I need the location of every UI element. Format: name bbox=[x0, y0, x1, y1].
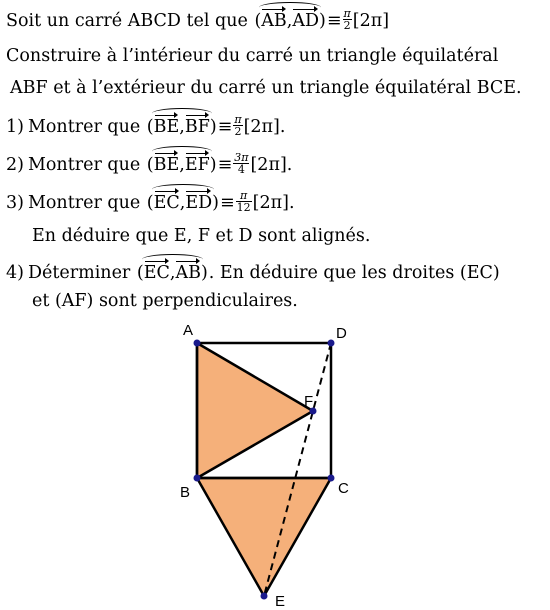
vector-bf: BF bbox=[185, 113, 210, 139]
label-a: A bbox=[183, 322, 194, 339]
vector-ab: AB bbox=[261, 7, 287, 33]
question-number: 4) bbox=[6, 263, 24, 283]
vector-ab: AB bbox=[175, 259, 201, 285]
question-number: 3) bbox=[6, 193, 24, 213]
vector-be: BE bbox=[154, 113, 180, 139]
suffix: . bbox=[279, 117, 286, 137]
equiv-sign: ≡ bbox=[220, 193, 235, 213]
dashed-line-ed bbox=[264, 343, 331, 596]
fraction: $\frac{\pi}{2}$ bbox=[234, 113, 242, 138]
vector-ec: EC bbox=[144, 259, 170, 285]
vector-ad: AD bbox=[292, 7, 319, 33]
point-c bbox=[328, 475, 335, 482]
construction-line-1: Construire à l’intérieur du carré un triangle équilatéral bbox=[6, 46, 499, 66]
label-b: B bbox=[180, 484, 191, 501]
suffix: . bbox=[286, 155, 293, 175]
point-a bbox=[194, 340, 201, 347]
angle-be-bf: (BE,BF) bbox=[146, 113, 218, 139]
question-text: Déterminer bbox=[27, 263, 136, 283]
intro-text: Soit un carré ABCD tel que bbox=[6, 11, 254, 31]
label-d: D bbox=[336, 325, 347, 342]
point-d bbox=[328, 340, 335, 347]
question-text-after: . En déduire que les droites (EC) bbox=[208, 263, 500, 283]
angle-ab-ad: (AB,AD) bbox=[253, 7, 326, 33]
angle-be-ef: (BE,EF) bbox=[146, 151, 218, 177]
label-f: F bbox=[304, 393, 314, 410]
question-text: Montrer que bbox=[27, 117, 146, 137]
vector-ef: EF bbox=[185, 151, 210, 177]
question-text: Montrer que bbox=[27, 155, 146, 175]
angle-ec-ab: (EC,AB) bbox=[136, 259, 209, 285]
question-text: Montrer que bbox=[27, 193, 146, 213]
equiv-sign: ≡ bbox=[217, 117, 233, 137]
label-e: E bbox=[275, 593, 286, 610]
point-b bbox=[194, 475, 201, 482]
question-4-followup: et (AF) sont perpendiculaires. bbox=[32, 291, 298, 311]
modulo: [2π] bbox=[243, 117, 280, 137]
vector-be: BE bbox=[154, 151, 180, 177]
equiv-sign: ≡ bbox=[217, 155, 233, 175]
question-number: 1) bbox=[6, 117, 24, 137]
question-3-followup: En déduire que E, F et D sont alignés. bbox=[32, 226, 371, 246]
construction-line-2: ABF et à l’extérieur du carré un triangle équilatéral BCE. bbox=[10, 78, 522, 98]
fraction: $\frac{3\pi}{4}$ bbox=[234, 151, 249, 176]
point-e bbox=[261, 593, 268, 600]
angle-ec-ed: (EC,ED) bbox=[146, 189, 220, 215]
modulo: [2π] bbox=[250, 155, 287, 175]
label-c: C bbox=[338, 480, 349, 497]
equiv-sign: ≡ bbox=[326, 11, 342, 31]
modulo-intro: [2π] bbox=[352, 11, 390, 31]
fraction: $\frac{\pi}{12}$ bbox=[236, 189, 251, 214]
vector-ed: ED bbox=[185, 189, 212, 215]
fraction-intro: $\frac{\pi}{2}$ bbox=[343, 7, 351, 32]
question-number: 2) bbox=[6, 155, 24, 175]
modulo: [2π] bbox=[252, 193, 289, 213]
suffix: . bbox=[288, 193, 295, 213]
vector-ec: EC bbox=[154, 189, 180, 215]
triangle-abf bbox=[197, 343, 313, 478]
triangle-bce bbox=[197, 478, 331, 596]
